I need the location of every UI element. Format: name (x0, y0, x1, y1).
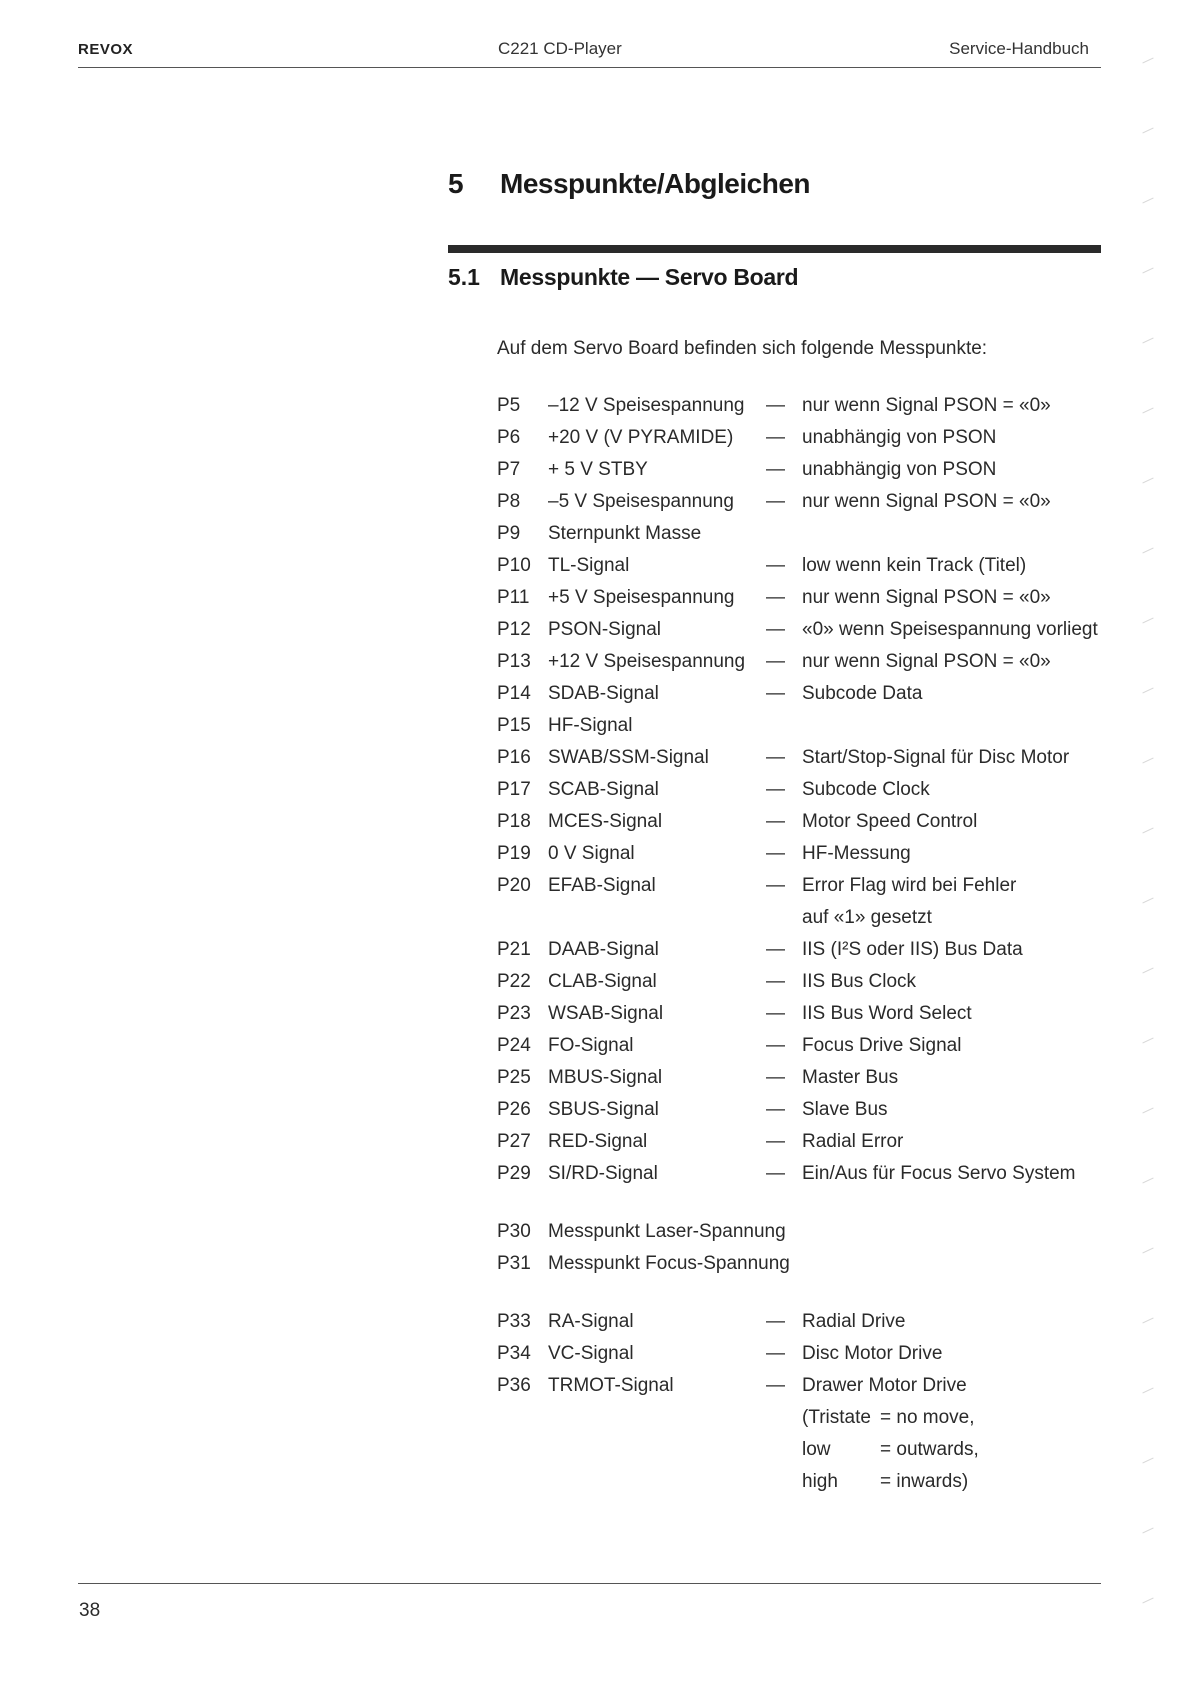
margin-mark (1142, 968, 1153, 974)
point-name: SCAB-Signal (548, 779, 659, 800)
point-dash: — (766, 939, 785, 960)
point-dash: — (766, 1163, 785, 1184)
point-description: Radial Drive (802, 1311, 906, 1332)
point-name: 0 V Signal (548, 843, 635, 864)
note-state: low (802, 1439, 831, 1460)
point-code: P12 (497, 619, 531, 640)
list-item (497, 646, 1117, 678)
point-name: PSON-Signal (548, 619, 661, 640)
point-description: IIS (I²S oder IIS) Bus Data (802, 939, 1023, 960)
point-dash: — (766, 459, 785, 480)
page-number: 38 (79, 1600, 101, 1621)
list-item (497, 614, 1117, 646)
margin-mark (1142, 758, 1153, 764)
point-code: P27 (497, 1131, 531, 1152)
point-name: HF-Signal (548, 715, 633, 736)
point-name: MBUS-Signal (548, 1067, 663, 1088)
point-code: P14 (497, 683, 531, 704)
point-name: SBUS-Signal (548, 1099, 659, 1120)
point-dash: — (766, 971, 785, 992)
point-code: P21 (497, 939, 531, 960)
point-code: P34 (497, 1343, 531, 1364)
point-code: P7 (497, 459, 521, 480)
point-description: unabhängig von PSON (802, 459, 997, 480)
margin-mark (1142, 828, 1153, 834)
note-state: high (802, 1471, 838, 1492)
note-line (497, 1402, 1117, 1434)
point-name: CLAB-Signal (548, 971, 657, 992)
point-name: EFAB-Signal (548, 875, 656, 896)
point-dash: — (766, 1035, 785, 1056)
margin-mark (1142, 128, 1153, 134)
list-item (497, 710, 1117, 742)
point-code: P5 (497, 395, 521, 416)
point-name: DAAB-Signal (548, 939, 659, 960)
point-description: nur wenn Signal PSON = «0» (802, 651, 1051, 672)
header-rule (78, 67, 1101, 68)
point-dash: — (766, 651, 785, 672)
point-dash: — (766, 811, 785, 832)
point-code: P11 (497, 587, 530, 608)
margin-mark (1142, 478, 1153, 484)
list-item (497, 806, 1117, 838)
point-code: P16 (497, 747, 531, 768)
point-dash: — (766, 843, 785, 864)
point-description: Start/Stop-Signal für Disc Motor (802, 747, 1070, 768)
point-description: IIS Bus Clock (802, 971, 917, 992)
point-name: +5 V Speisespannung (548, 587, 735, 608)
margin-mark (1142, 1598, 1153, 1604)
margin-mark (1142, 1318, 1153, 1324)
point-code: P33 (497, 1311, 531, 1332)
margin-mark (1142, 1038, 1153, 1044)
margin-mark (1142, 548, 1153, 554)
margin-mark (1142, 688, 1153, 694)
margin-mark (1142, 898, 1153, 904)
chapter-number: 5 (448, 168, 464, 199)
note-line (497, 1434, 1117, 1466)
section-bar (448, 245, 1101, 253)
list-item (497, 774, 1117, 806)
point-code: P17 (497, 779, 531, 800)
point-name: VC-Signal (548, 1343, 634, 1364)
chapter-title: Messpunkte/Abgleichen (500, 168, 811, 199)
note-meaning: = no move, (880, 1407, 975, 1428)
point-name: RED-Signal (548, 1131, 648, 1152)
point-code: P18 (497, 811, 531, 832)
point-code: P13 (497, 651, 531, 672)
drawer-motor-notes (497, 1402, 1117, 1498)
point-code: P20 (497, 875, 531, 896)
point-dash: — (766, 1003, 785, 1024)
point-description: nur wenn Signal PSON = «0» (802, 587, 1051, 608)
point-code: P19 (497, 843, 531, 864)
group-spacer (497, 1190, 1117, 1216)
list-item (497, 678, 1117, 710)
point-dash: — (766, 875, 785, 896)
margin-mark (1142, 198, 1153, 204)
point-name: + 5 V STBY (548, 459, 648, 480)
point-description: Drawer Motor Drive (802, 1375, 967, 1396)
list-item (497, 582, 1117, 614)
list-item (497, 934, 1117, 966)
point-code: P23 (497, 1003, 531, 1024)
point-code: P36 (497, 1375, 531, 1396)
footer-rule (78, 1583, 1101, 1584)
point-code: P9 (497, 523, 521, 544)
margin-mark (1142, 338, 1153, 344)
point-description: auf «1» gesetzt (802, 907, 932, 928)
group-spacer (497, 1280, 1117, 1306)
point-name: RA-Signal (548, 1311, 634, 1332)
point-description: unabhängig von PSON (802, 427, 997, 448)
list-item (497, 454, 1117, 486)
section-title: Messpunkte — Servo Board (500, 264, 799, 290)
margin-mark (1142, 58, 1153, 64)
point-code: P26 (497, 1099, 531, 1120)
point-dash: — (766, 619, 785, 640)
point-code: P15 (497, 715, 531, 736)
point-dash: — (766, 395, 785, 416)
point-description: Motor Speed Control (802, 811, 978, 832)
margin-mark (1142, 618, 1153, 624)
point-code: P31 (497, 1253, 531, 1274)
point-name: SI/RD-Signal (548, 1163, 658, 1184)
point-description: «0» wenn Speisespannung vorliegt (802, 619, 1098, 640)
point-code: P29 (497, 1163, 531, 1184)
point-name: WSAB-Signal (548, 1003, 664, 1024)
point-description: IIS Bus Word Select (802, 1003, 972, 1024)
point-dash: — (766, 427, 785, 448)
margin-mark (1142, 1178, 1153, 1184)
point-name: Messpunkt Laser-Spannung (548, 1221, 786, 1242)
header-title: C221 CD-Player (498, 39, 622, 58)
point-name: +20 V (V PYRAMIDE) (548, 427, 734, 448)
header-manual-label: Service-Handbuch (949, 39, 1089, 58)
list-item (497, 742, 1117, 774)
measurement-group-1 (497, 390, 1117, 1190)
point-dash: — (766, 779, 785, 800)
point-dash: — (766, 683, 785, 704)
margin-mark (1142, 1248, 1153, 1254)
intro-text: Auf dem Servo Board befinden sich folgende Messpunkte: (497, 338, 988, 359)
point-dash: — (766, 1375, 785, 1396)
measurement-point-list (497, 390, 1117, 1498)
point-name: –5 V Speisespannung (548, 491, 734, 512)
point-name: SDAB-Signal (548, 683, 659, 704)
point-description: Focus Drive Signal (802, 1035, 962, 1056)
list-item (497, 550, 1117, 582)
point-code: P24 (497, 1035, 531, 1056)
list-item (497, 1062, 1117, 1094)
point-dash: — (766, 1067, 785, 1088)
list-item (497, 902, 1117, 934)
point-dash: — (766, 747, 785, 768)
point-description: Radial Error (802, 1131, 904, 1152)
section-number: 5.1 (448, 264, 480, 290)
list-item (497, 1216, 1117, 1248)
note-state: (Tristate (802, 1407, 871, 1428)
margin-mark (1142, 1528, 1153, 1534)
point-code: P6 (497, 427, 521, 448)
point-description: Ein/Aus für Focus Servo System (802, 1163, 1076, 1184)
point-description: Subcode Clock (802, 779, 930, 800)
point-name: MCES-Signal (548, 811, 663, 832)
list-item (497, 1306, 1117, 1338)
list-item (497, 486, 1117, 518)
point-code: P22 (497, 971, 531, 992)
point-dash: — (766, 1131, 785, 1152)
list-item (497, 966, 1117, 998)
list-item (497, 998, 1117, 1030)
point-name: FO-Signal (548, 1035, 634, 1056)
point-code: P25 (497, 1067, 531, 1088)
point-dash: — (766, 1343, 785, 1364)
list-item (497, 1248, 1117, 1280)
point-dash: — (766, 555, 785, 576)
note-line (497, 1466, 1117, 1498)
margin-mark (1142, 1458, 1153, 1464)
point-description: HF-Messung (802, 843, 911, 864)
point-name: Sternpunkt Masse (548, 523, 702, 544)
point-dash: — (766, 587, 785, 608)
point-name: SWAB/SSM-Signal (548, 747, 709, 768)
point-description: Slave Bus (802, 1099, 888, 1120)
list-item (497, 1030, 1117, 1062)
point-name: +12 V Speisespannung (548, 651, 746, 672)
point-code: P30 (497, 1221, 531, 1242)
measurement-group-2 (497, 1216, 1117, 1280)
point-description: Subcode Data (802, 683, 923, 704)
point-code: P10 (497, 555, 531, 576)
list-item (497, 518, 1117, 550)
list-item (497, 1126, 1117, 1158)
list-item (497, 1370, 1117, 1402)
list-item (497, 838, 1117, 870)
measurement-group-3 (497, 1306, 1117, 1402)
list-item (497, 422, 1117, 454)
note-meaning: = inwards) (880, 1471, 969, 1492)
point-dash: — (766, 491, 785, 512)
point-name: –12 V Speisespannung (548, 395, 745, 416)
list-item (497, 870, 1117, 902)
list-item (497, 390, 1117, 422)
list-item (497, 1338, 1117, 1370)
margin-mark (1142, 268, 1153, 274)
margin-mark (1142, 1388, 1153, 1394)
point-name: TRMOT-Signal (548, 1375, 674, 1396)
point-description: low wenn kein Track (Titel) (802, 555, 1027, 576)
list-item (497, 1158, 1117, 1190)
point-description: nur wenn Signal PSON = «0» (802, 491, 1051, 512)
margin-mark (1142, 408, 1153, 414)
point-code: P8 (497, 491, 521, 512)
point-name: TL-Signal (548, 555, 630, 576)
header-logo: REVOX (78, 41, 134, 58)
note-meaning: = outwards, (880, 1439, 979, 1460)
point-description: Error Flag wird bei Fehler (802, 875, 1017, 896)
point-description: Master Bus (802, 1067, 899, 1088)
margin-mark (1142, 1108, 1153, 1114)
point-dash: — (766, 1099, 785, 1120)
list-item (497, 1094, 1117, 1126)
point-description: nur wenn Signal PSON = «0» (802, 395, 1051, 416)
point-description: Disc Motor Drive (802, 1343, 943, 1364)
point-dash: — (766, 1311, 785, 1332)
point-name: Messpunkt Focus-Spannung (548, 1253, 790, 1274)
